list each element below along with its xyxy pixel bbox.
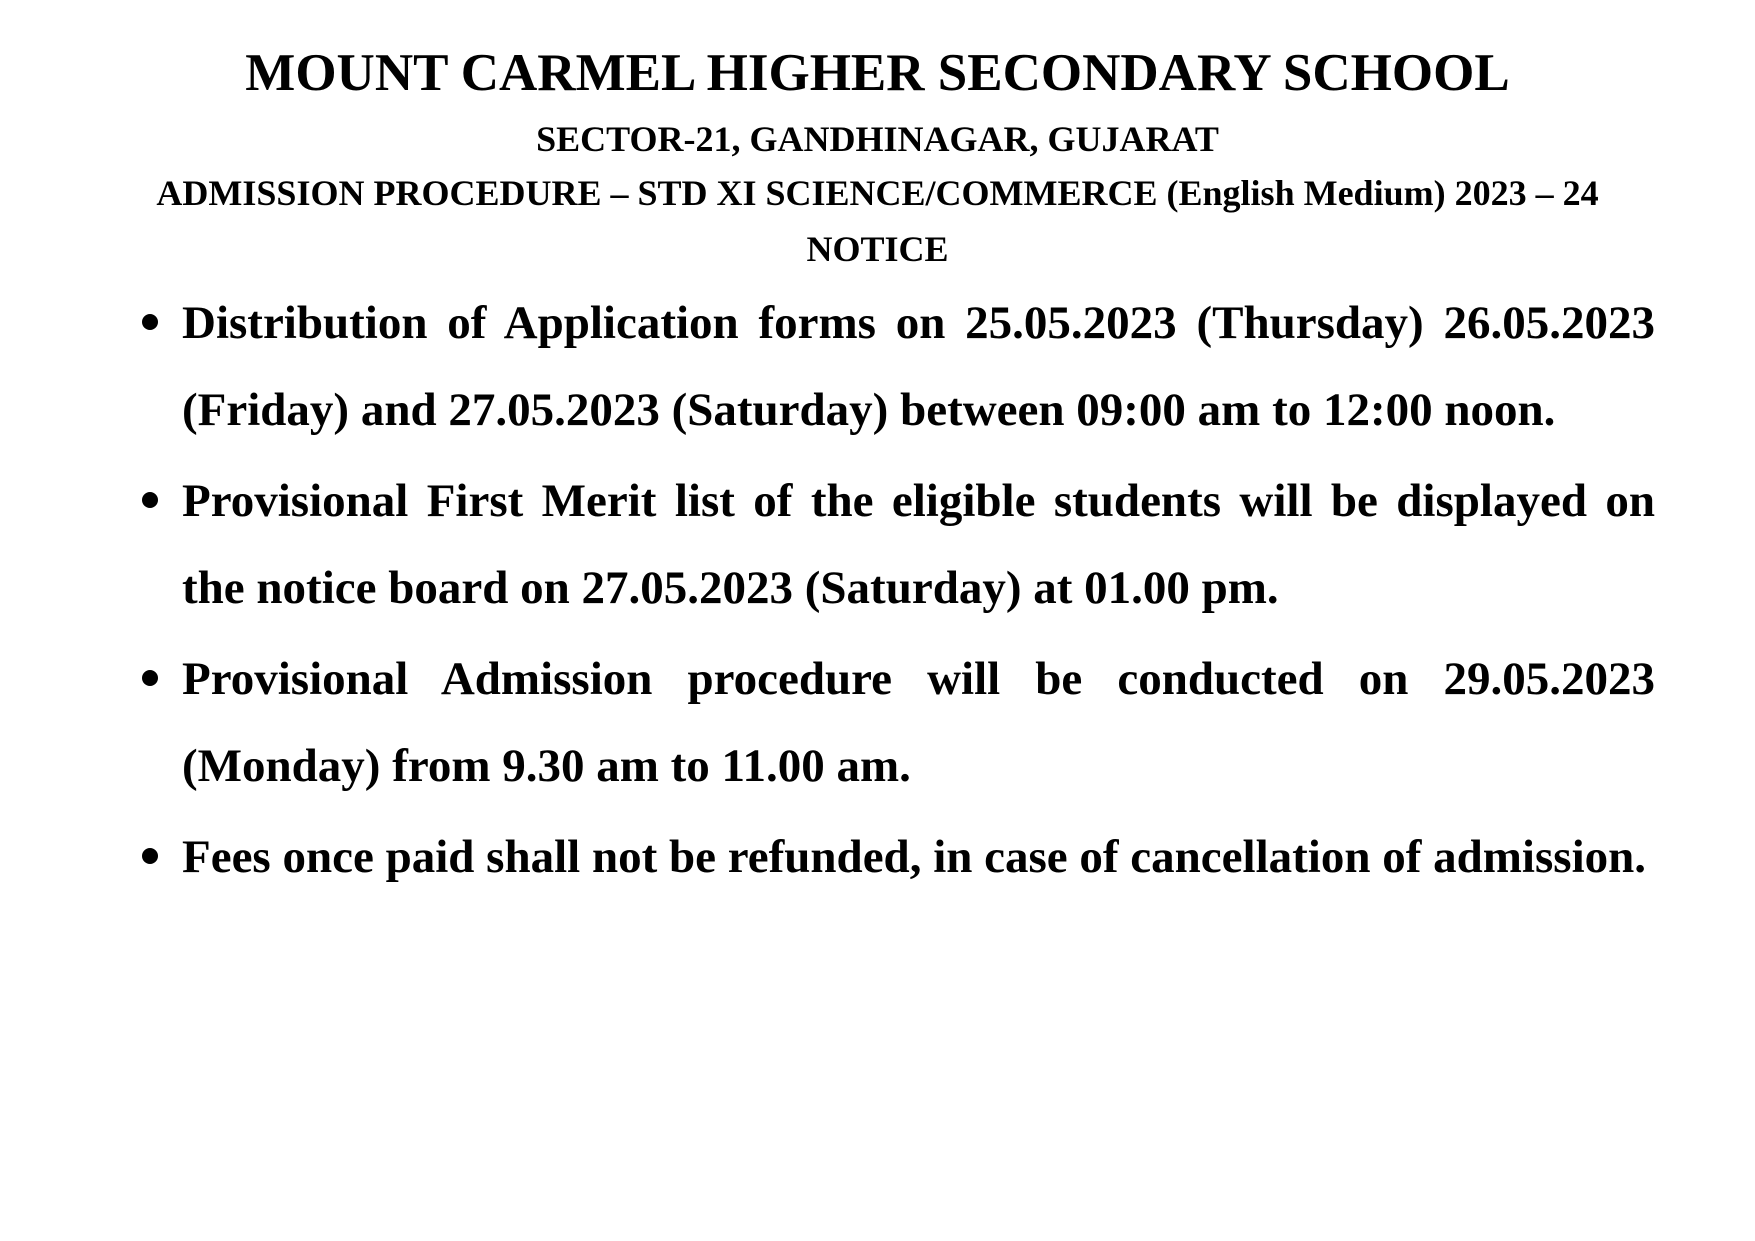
bullet-item-fees — [140, 814, 1655, 901]
school-name: MOUNT CARMEL HIGHER SECONDARY SCHOOL — [245, 44, 1510, 102]
procedure-title: ADMISSION PROCEDURE – STD XI SCIENCE/COMMERCE (English Medium) 2023 – 24 — [156, 173, 1599, 213]
school-address: SECTOR-21, GANDHINAGAR, GUJARAT — [536, 119, 1219, 159]
bullet-item-distribution — [140, 280, 1655, 454]
bullet-icon — [142, 848, 158, 864]
bullet-text: Distribution of Application forms on 25.05.2023 (Thursday) 26.05.2023 (Friday) and 27.05.2023 (Saturday) between 09:00 am to 12:00 noon. — [182, 297, 1655, 436]
bullet-text: Fees once paid shall not be refunded, in case of cancellation of admission. — [182, 831, 1647, 883]
bullet-item-merit-list — [140, 458, 1655, 632]
notice-label: NOTICE — [806, 229, 949, 269]
bullet-icon — [142, 314, 158, 330]
bullet-text: Provisional Admission procedure will be conducted on 29.05.2023 (Monday) from 9.30 am to 11.00 am. — [182, 653, 1655, 792]
bullet-icon — [142, 670, 158, 686]
notice-bullet-list — [140, 280, 1655, 905]
bullet-item-admission-procedure — [140, 636, 1655, 810]
bullet-text: Provisional First Merit list of the eligible students will be displayed on the notice board on 27.05.2023 (Saturday) at 01.00 pm. — [182, 475, 1655, 614]
bullet-icon — [142, 492, 158, 508]
